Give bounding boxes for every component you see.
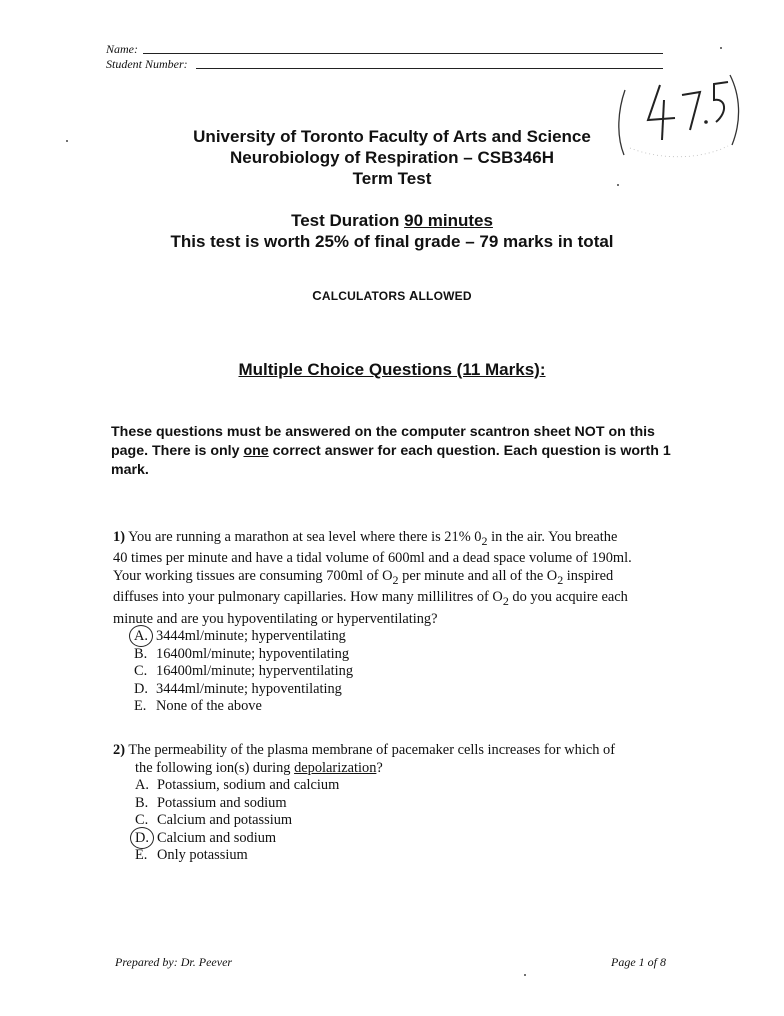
q1-text-4a: diffuses into your pulmonary capillaries. How many millilitres of O (113, 589, 503, 606)
option-letter: A. (135, 777, 149, 793)
q1-text-3a: Your working tissues are consuming 700ml of O (113, 567, 393, 584)
instructions-part2: correct answer for each question. Each question is worth 1 mark. (111, 443, 671, 478)
q1-stem-line5: minute and are you hypoventilating or hyperventilating? (113, 610, 438, 627)
option-letter: A. (134, 628, 148, 645)
option-letter: C. (135, 812, 149, 828)
q2-text-2b: ? (376, 759, 383, 776)
scan-speck (617, 184, 619, 186)
question-2 (113, 742, 678, 865)
q1-text-4b: do you acquire each (508, 589, 628, 606)
option-letter: D. (135, 829, 149, 846)
student-number-rule (196, 68, 663, 69)
q2-option-e[interactable] (135, 847, 678, 865)
calc-rest1: ALCULATORS (321, 289, 409, 303)
q2-option-c[interactable] (135, 812, 678, 830)
calc-rest2: LLOWED (418, 289, 472, 303)
q1-stem-line4 (113, 589, 678, 610)
option-text: None of the above (156, 698, 262, 715)
q2-number: 2) (113, 742, 125, 758)
option-text: 3444ml/minute; hyperventilating (156, 628, 346, 645)
q1-text-1a: You are running a marathon at sea level where there is 21% 0 (128, 529, 482, 545)
student-number-label: Student Number: (106, 57, 188, 71)
q1-stem-line2: 40 times per minute and have a tidal volume of 600ml and a dead space volume of 190ml. (113, 550, 632, 567)
instructions-part1: These questions must be answered on the computer scantron sheet NOT on this page. There is only (111, 424, 655, 459)
option-letter: E. (134, 698, 147, 715)
q1-option-e[interactable] (134, 698, 678, 716)
q1-text-3c: inspired (563, 567, 614, 584)
q1-sub-3b: 2 (557, 572, 564, 587)
q1-option-b[interactable] (134, 646, 678, 664)
option-text: Calcium and potassium (157, 812, 293, 828)
duration-label: Test Duration (291, 211, 405, 230)
page-number: Page 1 of 8 (611, 955, 666, 969)
duration-block (0, 210, 784, 252)
option-letter: C. (134, 663, 148, 680)
scan-speck (66, 140, 68, 142)
university-title: University of Toronto Faculty of Arts and Science (193, 127, 591, 146)
scan-speck (720, 47, 722, 49)
q1-text-3b: per minute and all of the O (398, 567, 558, 584)
option-letter: D. (134, 680, 148, 697)
option-text: Potassium, sodium and calcium (157, 777, 340, 793)
option-text: Potassium and sodium (157, 794, 287, 811)
title-block (0, 126, 784, 189)
instructions (111, 423, 676, 480)
option-text: 16400ml/minute; hyperventilating (156, 663, 354, 680)
q1-stem-line1 (113, 529, 678, 550)
q2-text-2a: the following ion(s) during (135, 759, 295, 776)
calc-c: C (312, 288, 322, 303)
q1-option-c[interactable] (134, 663, 678, 681)
q2-option-b[interactable] (135, 795, 678, 813)
name-rule (143, 53, 663, 54)
instructions-emphasis: one (243, 443, 269, 459)
option-text: 16400ml/minute; hypoventilating (156, 645, 350, 662)
q2-stem-line1 (113, 742, 678, 760)
q2-text-1: The permeability of the plasma membrane of pacemaker cells increases for which of (128, 742, 616, 758)
q1-sub-1: 2 (481, 533, 488, 548)
q2-stem-line2 (113, 760, 678, 778)
q2-text-2u: depolarization (294, 759, 377, 776)
mcq-heading: Multiple Choice Questions (11 Marks): (238, 360, 546, 379)
calculators-allowed (0, 288, 784, 303)
q1-text-1b: in the air. You breathe (487, 529, 618, 545)
duration-value: 90 minutes (404, 211, 493, 230)
q1-option-a[interactable] (134, 628, 678, 646)
q2-option-a[interactable] (135, 777, 678, 795)
test-worth: This test is worth 25% of final grade – 79 marks in total (170, 232, 614, 251)
question-1 (113, 529, 678, 716)
q1-options (113, 628, 678, 716)
q2-options (113, 777, 678, 865)
option-text: Only potassium (157, 847, 248, 863)
q1-sub-3a: 2 (392, 572, 399, 587)
scan-speck (524, 974, 526, 976)
test-duration (0, 210, 784, 231)
q1-sub-4: 2 (502, 594, 509, 609)
option-letter: B. (134, 645, 148, 662)
name-label: Name: (106, 42, 138, 56)
option-text: Calcium and sodium (157, 829, 277, 846)
option-letter: B. (135, 794, 149, 811)
q1-stem-line3 (113, 568, 678, 589)
option-letter: E. (135, 847, 148, 863)
q2-option-d[interactable] (135, 830, 678, 848)
calc-a: A (408, 288, 419, 303)
q1-option-d[interactable] (134, 681, 678, 699)
course-title: Neurobiology of Respiration – CSB346H (230, 148, 554, 167)
option-text: 3444ml/minute; hypoventilating (156, 680, 342, 697)
test-title: Term Test (352, 169, 432, 188)
q1-number: 1) (113, 529, 125, 545)
prepared-by: Prepared by: Dr. Peever (115, 955, 233, 969)
